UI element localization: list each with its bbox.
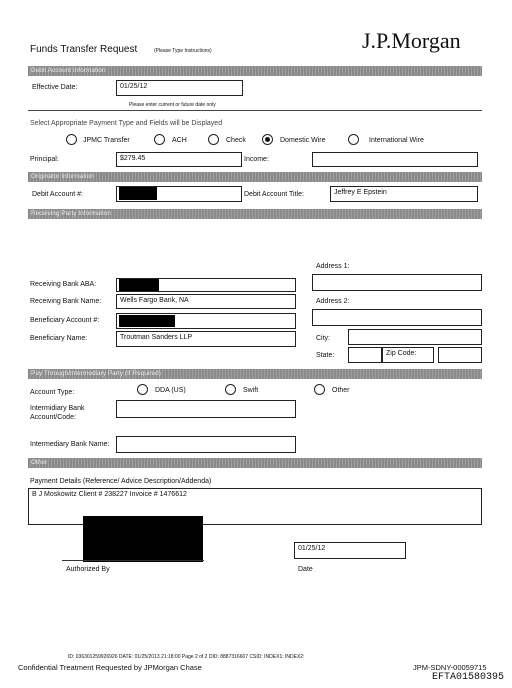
- redaction-block: [119, 279, 159, 291]
- radio-label-check: Check: [226, 137, 246, 144]
- address2-field[interactable]: [312, 309, 482, 326]
- radio-label-ach: ACH: [172, 137, 187, 144]
- signature-redaction: [83, 516, 203, 562]
- payment-details-label: Payment Details (Reference/ Advice Description/Addenda): [30, 478, 212, 485]
- intermediary-bank-name-label: Intermediary Bank Name:: [30, 441, 110, 448]
- debit-title-label: Debit Account Title:: [244, 191, 304, 198]
- city-label: City:: [316, 335, 330, 342]
- radio-domestic-wire[interactable]: [262, 134, 273, 145]
- section-band-other: Other: [28, 458, 482, 468]
- effective-date-note: Please enter current or future date only: [129, 102, 216, 108]
- intermediary-bank-code-label: Intermidiary Bank: [30, 405, 85, 412]
- principal-label: Principal:: [30, 156, 59, 163]
- radio-dda-us[interactable]: [137, 384, 148, 395]
- account-type-label: Account Type:: [30, 389, 75, 396]
- payment-type-prompt: Select Appropriate Payment Type and Fields will be Displayed: [30, 120, 223, 127]
- zip-code-box: Zip Code:: [382, 347, 434, 363]
- address2-label: Address 2:: [316, 298, 350, 305]
- confidential-notice: Confidential Treatment Requested by JPMorgan Chase: [18, 663, 202, 672]
- income-label: Income:: [244, 156, 269, 163]
- radio-label-swift: Swift: [243, 387, 259, 394]
- receiving-bank-name-label: Receiving Bank Name:: [30, 298, 102, 305]
- form-subtitle: (Please Type Instructions): [154, 48, 212, 54]
- radio-swift[interactable]: [225, 384, 236, 395]
- date-field[interactable]: 01/25/12: [294, 542, 406, 559]
- radio-international-wire[interactable]: [348, 134, 359, 145]
- brand-logo: J.P.Morgan: [362, 28, 461, 53]
- radio-label-dda-us: DDA (US): [155, 387, 186, 394]
- redaction-block: [119, 315, 175, 327]
- signature-line: [62, 560, 204, 561]
- radio-check[interactable]: [208, 134, 219, 145]
- receiving-aba-label: Receiving Bank ABA:: [30, 281, 97, 288]
- section-band-originator: Originator Information: [28, 172, 482, 182]
- radio-label-international-wire: International Wire: [369, 137, 424, 144]
- radio-jpmc-transfer[interactable]: [66, 134, 77, 145]
- effective-date-label: Effective Date:: [32, 84, 78, 91]
- section-band-debit: Debit Account Information: [28, 66, 482, 76]
- principal-field[interactable]: $279.45: [116, 152, 242, 167]
- beneficiary-account-label: Beneficiary Account #:: [30, 317, 100, 324]
- authorized-by-label: Authorized By: [66, 566, 110, 573]
- intermediary-bank-code-label-2: Account/Code:: [30, 414, 76, 421]
- radio-ach[interactable]: [154, 134, 165, 145]
- zip-code-field[interactable]: [438, 347, 482, 363]
- section-band-intermediary: Pay Through/Intermediary Party (If Required): [28, 369, 482, 379]
- address1-field[interactable]: [312, 274, 482, 291]
- bates-number-jpm: JPM-SDNY-00059715: [413, 663, 487, 672]
- receiving-bank-name-field[interactable]: Wells Fargo Bank, NA: [116, 294, 296, 309]
- redaction-block: [119, 187, 157, 200]
- debit-account-label: Debit Account #:: [32, 191, 83, 198]
- beneficiary-name-label: Beneficiary Name:: [30, 335, 88, 342]
- radio-label-jpmc-transfer: JPMC Transfer: [83, 137, 130, 144]
- intermediary-bank-code-field[interactable]: [116, 400, 296, 418]
- divider: [28, 110, 482, 111]
- section-band-receiving: Receiving Party Information: [28, 209, 482, 219]
- effective-date-field[interactable]: 01/25/12: [116, 80, 243, 96]
- radio-label-other: Other: [332, 387, 350, 394]
- bates-number-efta: EFTA01580395: [432, 672, 505, 683]
- date-label: Date: [298, 566, 313, 573]
- intermediary-bank-name-field[interactable]: [116, 436, 296, 453]
- radio-other[interactable]: [314, 384, 325, 395]
- radio-label-domestic-wire: Domestic Wire: [280, 137, 326, 144]
- state-field[interactable]: [348, 347, 382, 363]
- beneficiary-name-field[interactable]: Troutman Sanders LLP: [116, 331, 296, 347]
- income-field[interactable]: [312, 152, 478, 167]
- fax-metadata: ID: 036301259926926 DATE: 01/25/2013 21:18:00 Page 2 of 2 DID: 8887316607 CSID: INDEX1: INDEX2:: [68, 654, 305, 660]
- city-field[interactable]: [348, 329, 482, 345]
- address1-label: Address 1:: [316, 263, 350, 270]
- debit-title-field[interactable]: Jeffrey E Epstein: [330, 186, 478, 202]
- payment-details-field[interactable]: B J Moskowitz Client # 238227 Invoice # 1476612: [28, 488, 482, 525]
- state-label: State:: [316, 352, 335, 359]
- form-title: Funds Transfer Request: [30, 44, 138, 55]
